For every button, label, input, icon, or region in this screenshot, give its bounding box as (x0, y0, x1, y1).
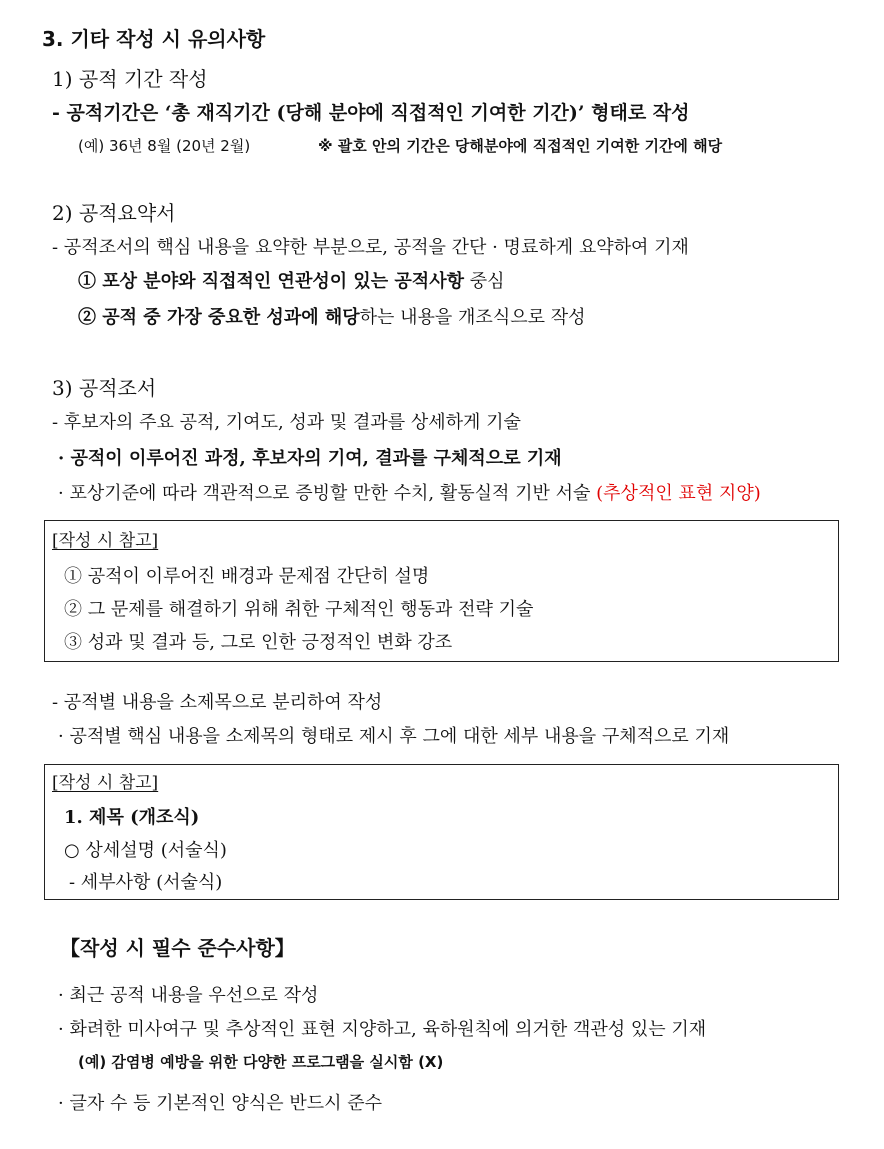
plain-text: · 포상기준에 따라 객관적으로 증빙할 만한 수치, 활동실적 기반 서술 (58, 483, 597, 504)
reference-box (44, 764, 839, 900)
box-item: - 세부사항 (서술식) (69, 872, 223, 893)
example-text: (예) 감염병 예방을 위한 다양한 프로그램을 실시함 (X) (78, 1053, 444, 1071)
dot-item: · 공적이 이루어진 과정, 후보자의 기여, 결과를 구체적으로 기재 (58, 448, 562, 469)
box-item: ② 그 문제를 해결하기 위해 취한 구체적인 행동과 전략 기술 (64, 599, 534, 620)
dot-item: · 최근 공적 내용을 우선으로 작성 (58, 985, 319, 1006)
dot-item: · 글자 수 등 기본적인 양식은 반드시 준수 (58, 1093, 382, 1114)
example-text: (예) 36년 8월 (20년 2월) (78, 137, 251, 155)
subsection-title: 1) 공적 기간 작성 (52, 67, 208, 91)
note-text: ※ 괄호 안의 기간은 당해분야에 직접적인 기여한 기간에 해당 (318, 137, 723, 155)
bold-text: ② 공적 중 가장 중요한 성과에 해당 (78, 307, 360, 328)
dot-item: · 공적별 핵심 내용을 소제목의 형태로 제시 후 그에 대한 세부 내용을 구체적으로 기재 (58, 726, 730, 747)
bullet-text: - 공적별 내용을 소제목으로 분리하여 작성 (52, 692, 383, 713)
subsection-title: 3) 공적조서 (52, 376, 157, 400)
section-heading: 3. 기타 작성 시 유의사항 (42, 27, 266, 51)
dot-item: · 화려한 미사여구 및 추상적인 표현 지양하고, 육하원칙에 의거한 객관성 있는 기재 (58, 1019, 707, 1040)
must-heading: 【작성 시 필수 준수사항】 (60, 936, 295, 960)
reference-box (44, 520, 839, 662)
box-title: [작성 시 참고] (52, 773, 159, 793)
plain-text: 중심 (463, 271, 505, 292)
box-item: ① 공적이 이루어진 배경과 문제점 간단히 설명 (64, 566, 430, 587)
box-item: 1. 제목 (개조식) (64, 807, 200, 828)
subsection-title: 2) 공적요약서 (52, 201, 176, 225)
plain-text: 하는 내용을 개조식으로 작성 (359, 307, 586, 328)
red-note: (추상적인 표현 지양) (596, 483, 761, 504)
bullet-text: - 공적기간은 ‘총 재직기간 (당해 분야에 직접적인 기여한 기간)’ 형태로 작성 (52, 102, 690, 124)
box-item: ③ 성과 및 결과 등, 그로 인한 긍정적인 변화 강조 (64, 632, 453, 653)
bullet-text: - 후보자의 주요 공적, 기여도, 성과 및 결과를 상세하게 기술 (52, 412, 521, 433)
bold-text: ① 포상 분야와 직접적인 연관성이 있는 공적사항 (78, 271, 464, 292)
list-item (78, 271, 504, 293)
box-item: ○ 상세설명 (서술식) (64, 840, 227, 861)
list-item (78, 307, 585, 329)
bullet-text: - 공적조서의 핵심 내용을 요약한 부분으로, 공적을 간단 · 명료하게 요약하여 기재 (52, 237, 689, 258)
box-title: [작성 시 참고] (52, 531, 159, 551)
dot-item (58, 483, 761, 505)
